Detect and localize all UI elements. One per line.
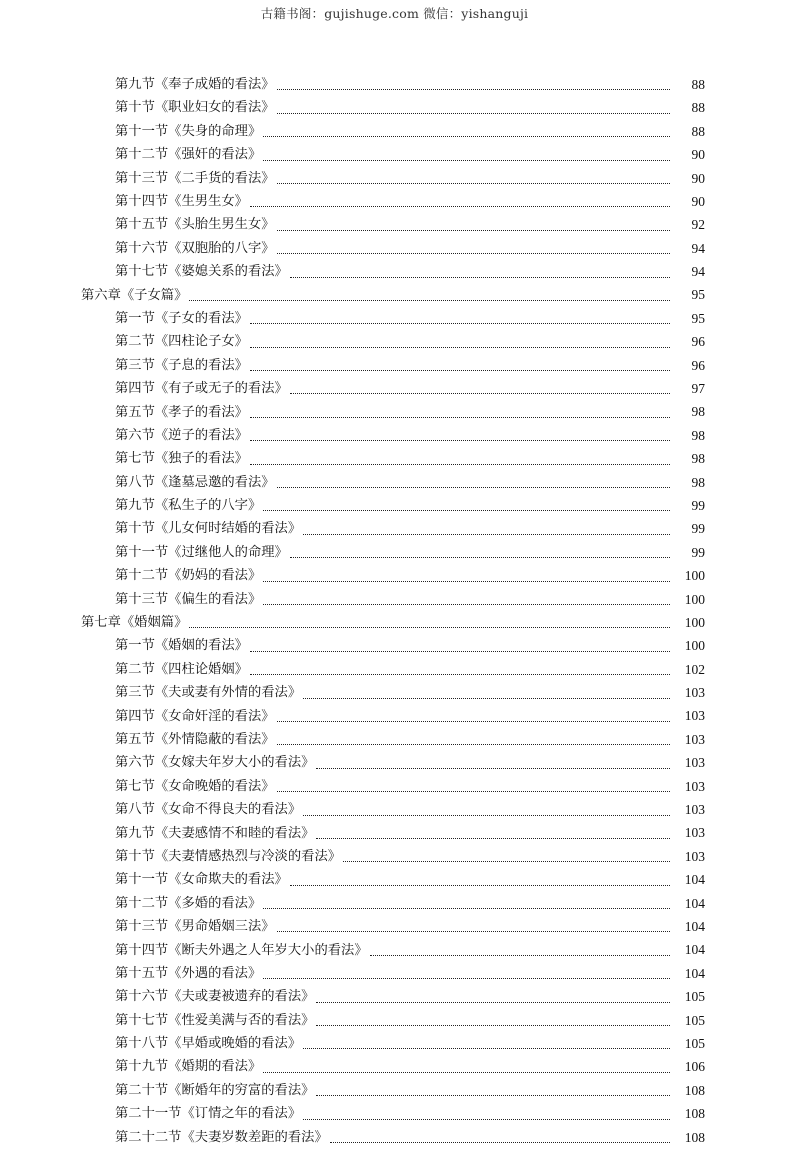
toc-entry-title: 第十一节《女命欺夫的看法》 [115,872,288,888]
toc-entry-title: 第十节《夫妻情感热烈与冷淡的看法》 [115,848,342,864]
toc-entry-title: 第七节《独子的看法》 [115,451,248,467]
toc-dot-leader [250,440,670,441]
toc-section-entry [0,1032,789,1055]
toc-entry-page-number: 100 [684,614,705,630]
toc-section-entry [0,962,789,985]
toc-entry-title: 第十节《儿女何时结婚的看法》 [115,521,302,537]
toc-entry-title: 第七节《女命晚婚的看法》 [115,778,275,794]
toc-section-entry [0,564,789,587]
toc-entry-title: 第十七节《婆媳关系的看法》 [115,264,288,280]
toc-section-entry [0,143,789,166]
toc-section-entry [0,588,789,611]
toc-section-entry [0,541,789,564]
toc-dot-leader [250,417,670,418]
toc-entry-title: 第十二节《多婚的看法》 [115,895,262,911]
toc-entry-page-number: 96 [691,357,705,373]
toc-entry-page-number: 103 [684,755,705,771]
toc-section-entry [0,120,789,143]
toc-dot-leader [330,1142,670,1143]
toc-entry-title: 第十九节《婚期的看法》 [115,1059,262,1075]
toc-entry-page-number: 103 [684,848,705,864]
toc-section-entry [0,868,789,891]
watermark-header: 古籍书阁：gujishuge.com 微信：yishanguji [260,6,529,21]
toc-entry-page-number: 100 [684,638,705,654]
toc-entry-page-number: 96 [691,334,705,350]
toc-entry-page-number: 108 [684,1082,705,1098]
toc-section-entry [0,915,789,938]
toc-section-entry [0,634,789,657]
toc-entry-page-number: 104 [684,919,705,934]
toc-dot-leader [277,721,670,722]
toc-section-entry [0,377,789,400]
toc-entry-title: 第九节《夫妻感情不和睦的看法》 [115,825,315,841]
toc-entry-page-number: 90 [691,193,705,209]
toc-section-entry [0,517,789,540]
toc-dot-leader [250,206,670,207]
toc-entry-page-number: 103 [684,685,705,701]
toc-section-entry [0,798,789,821]
toc-entry-page-number: 105 [684,1012,705,1028]
toc-section-entry [0,938,789,961]
toc-dot-leader [316,1002,670,1003]
toc-entry-title: 第十三节《男命婚姻三法》 [115,919,275,935]
toc-section-entry [0,681,789,704]
toc-dot-leader [250,370,670,371]
toc-entry-title: 第八节《逢墓忌邀的看法》 [115,474,275,490]
toc-entry-title: 第十二节《奶妈的看法》 [115,568,262,584]
toc-section-entry [0,354,789,377]
toc-entry-page-number: 88 [691,76,705,92]
toc-entry-page-number: 98 [691,474,705,490]
toc-dot-leader [343,861,670,862]
toc-section-entry [0,167,789,190]
toc-dot-leader [370,955,670,956]
toc-entry-title: 第一节《子女的看法》 [115,310,248,326]
toc-dot-leader [263,581,670,582]
toc-entry-title: 第十五节《外遇的看法》 [115,965,262,981]
toc-dot-leader [189,300,670,301]
toc-chapter-entry [0,611,789,634]
toc-entry-page-number: 90 [691,170,705,186]
toc-dot-leader [277,487,670,488]
toc-section-entry [0,190,789,213]
toc-entry-page-number: 98 [691,404,705,420]
table-of-contents [0,73,789,1149]
toc-entry-title: 第二节《四柱论子女》 [115,334,248,350]
toc-section-entry [0,985,789,1008]
toc-entry-title: 第十八节《早婚或晚婚的看法》 [115,1036,302,1052]
toc-entry-title: 第八节《女命不得良夫的看法》 [115,802,302,818]
toc-entry-title: 第二十二节《夫妻岁数差距的看法》 [115,1129,328,1145]
toc-entry-page-number: 105 [684,1035,705,1051]
toc-entry-title: 第三节《子息的看法》 [115,357,248,373]
toc-dot-leader [290,557,670,558]
toc-entry-page-number: 100 [684,568,705,584]
toc-section-entry [0,892,789,915]
toc-entry-title: 第二十一节《订情之年的看法》 [115,1106,302,1122]
toc-entry-title: 第十六节《夫或妻被遗弃的看法》 [115,989,315,1005]
toc-dot-leader [277,744,670,745]
toc-dot-leader [277,791,670,792]
toc-section-entry [0,330,789,353]
toc-dot-leader [250,347,670,348]
toc-section-entry [0,260,789,283]
toc-dot-leader [277,931,670,932]
toc-entry-page-number: 99 [691,521,705,537]
toc-section-entry [0,237,789,260]
toc-dot-leader [303,815,670,816]
toc-entry-title: 第三节《夫或妻有外情的看法》 [115,685,302,701]
toc-entry-title: 第九节《私生子的八字》 [115,498,262,514]
toc-section-entry [0,1055,789,1078]
toc-entry-page-number: 95 [691,310,705,326]
toc-section-entry [0,658,789,681]
toc-section-entry [0,1009,789,1032]
toc-entry-page-number: 103 [684,825,705,841]
toc-dot-leader [303,1048,670,1049]
toc-dot-leader [250,464,670,465]
toc-entry-title: 第十四节《生男生女》 [115,194,248,209]
toc-entry-title: 第五节《外情隐蔽的看法》 [115,731,275,747]
toc-entry-title: 第六节《女嫁夫年岁大小的看法》 [115,755,315,771]
toc-entry-page-number: 98 [691,427,705,443]
toc-section-entry [0,1102,789,1125]
toc-dot-leader [277,89,670,90]
toc-entry-page-number: 92 [691,217,705,233]
toc-dot-leader [290,277,670,278]
toc-entry-page-number: 94 [691,240,705,256]
toc-dot-leader [263,136,670,137]
toc-entry-title: 第六节《逆子的看法》 [115,427,248,443]
toc-entry-title: 第十一节《过继他人的命理》 [115,544,288,560]
toc-entry-title: 第二节《四柱论婚姻》 [115,661,248,677]
toc-dot-leader [189,627,670,628]
toc-dot-leader [250,651,670,652]
toc-entry-title: 第六章《子女篇》 [81,287,188,303]
toc-dot-leader [316,1025,670,1026]
toc-entry-title: 第十一节《失身的命理》 [115,123,262,139]
toc-dot-leader [277,230,670,231]
toc-entry-page-number: 104 [684,942,705,958]
toc-dot-leader [316,768,670,769]
toc-entry-page-number: 100 [684,591,705,607]
toc-entry-title: 第四节《有子或无子的看法》 [115,381,288,397]
toc-dot-leader [263,160,670,161]
toc-entry-page-number: 104 [684,872,705,888]
toc-dot-leader [303,698,670,699]
toc-dot-leader [316,838,670,839]
toc-entry-page-number: 103 [684,778,705,794]
toc-entry-title: 第十七节《性爱美满与否的看法》 [115,1012,315,1028]
toc-section-entry [0,447,789,470]
toc-entry-page-number: 108 [684,1129,705,1145]
toc-dot-leader [263,978,670,979]
toc-section-entry [0,96,789,119]
toc-entry-page-number: 106 [684,1059,705,1075]
toc-section-entry [0,728,789,751]
toc-entry-page-number: 103 [684,731,705,747]
toc-entry-page-number: 95 [691,287,705,303]
toc-entry-title: 第四节《女命奸淫的看法》 [115,708,275,724]
toc-section-entry [0,400,789,423]
toc-section-entry [0,424,789,447]
toc-dot-leader [316,1095,670,1096]
toc-entry-page-number: 103 [684,708,705,724]
toc-entry-title: 第十二节《强奸的看法》 [115,147,262,163]
toc-section-entry [0,845,789,868]
toc-section-entry [0,307,789,330]
toc-dot-leader [263,604,670,605]
toc-dot-leader [303,1119,670,1120]
toc-entry-title: 第七章《婚姻篇》 [81,615,188,631]
toc-section-entry [0,822,789,845]
toc-entry-title: 第二十节《断婚年的穷富的看法》 [115,1082,315,1098]
toc-entry-page-number: 104 [684,965,705,981]
toc-entry-page-number: 104 [684,895,705,911]
toc-section-entry [0,1126,789,1149]
toc-section-entry [0,751,789,774]
toc-entry-page-number: 105 [684,989,705,1005]
toc-entry-page-number: 90 [691,147,705,163]
toc-section-entry [0,213,789,236]
toc-entry-title: 第十三节《偏生的看法》 [115,591,262,607]
toc-dot-leader [250,674,670,675]
toc-entry-title: 第五节《孝子的看法》 [115,404,248,420]
toc-dot-leader [303,534,670,535]
toc-entry-page-number: 98 [691,451,705,467]
toc-entry-page-number: 97 [691,381,705,397]
toc-entry-title: 第十节《职业妇女的看法》 [115,100,275,116]
toc-entry-page-number: 88 [691,100,705,116]
toc-dot-leader [277,183,670,184]
toc-entry-page-number: 94 [691,264,705,280]
toc-chapter-entry [0,284,789,307]
toc-entry-page-number: 99 [691,544,705,560]
toc-section-entry [0,471,789,494]
toc-dot-leader [277,253,670,254]
toc-entry-page-number: 102 [684,661,705,677]
toc-section-entry [0,494,789,517]
toc-entry-title: 第十四节《断夫外遇之人年岁大小的看法》 [115,942,368,958]
toc-section-entry [0,73,789,96]
toc-dot-leader [250,323,670,324]
toc-entry-title: 第十五节《头胎生男生女》 [115,217,275,233]
toc-entry-page-number: 108 [684,1106,705,1122]
toc-dot-leader [263,510,670,511]
toc-entry-page-number: 103 [684,802,705,818]
toc-dot-leader [290,885,670,886]
toc-entry-page-number: 99 [691,497,705,513]
toc-dot-leader [263,908,670,909]
toc-section-entry [0,1079,789,1102]
toc-entry-title: 第十六节《双胞胎的八字》 [115,240,275,256]
toc-dot-leader [290,393,670,394]
toc-dot-leader [263,1072,670,1073]
toc-section-entry [0,705,789,728]
toc-section-entry [0,775,789,798]
toc-entry-title: 第九节《奉子成婚的看法》 [115,77,275,93]
toc-dot-leader [277,113,670,114]
toc-entry-title: 第十三节《二手货的看法》 [115,170,275,186]
toc-entry-title: 第一节《婚姻的看法》 [115,638,248,654]
toc-entry-page-number: 88 [691,123,705,139]
